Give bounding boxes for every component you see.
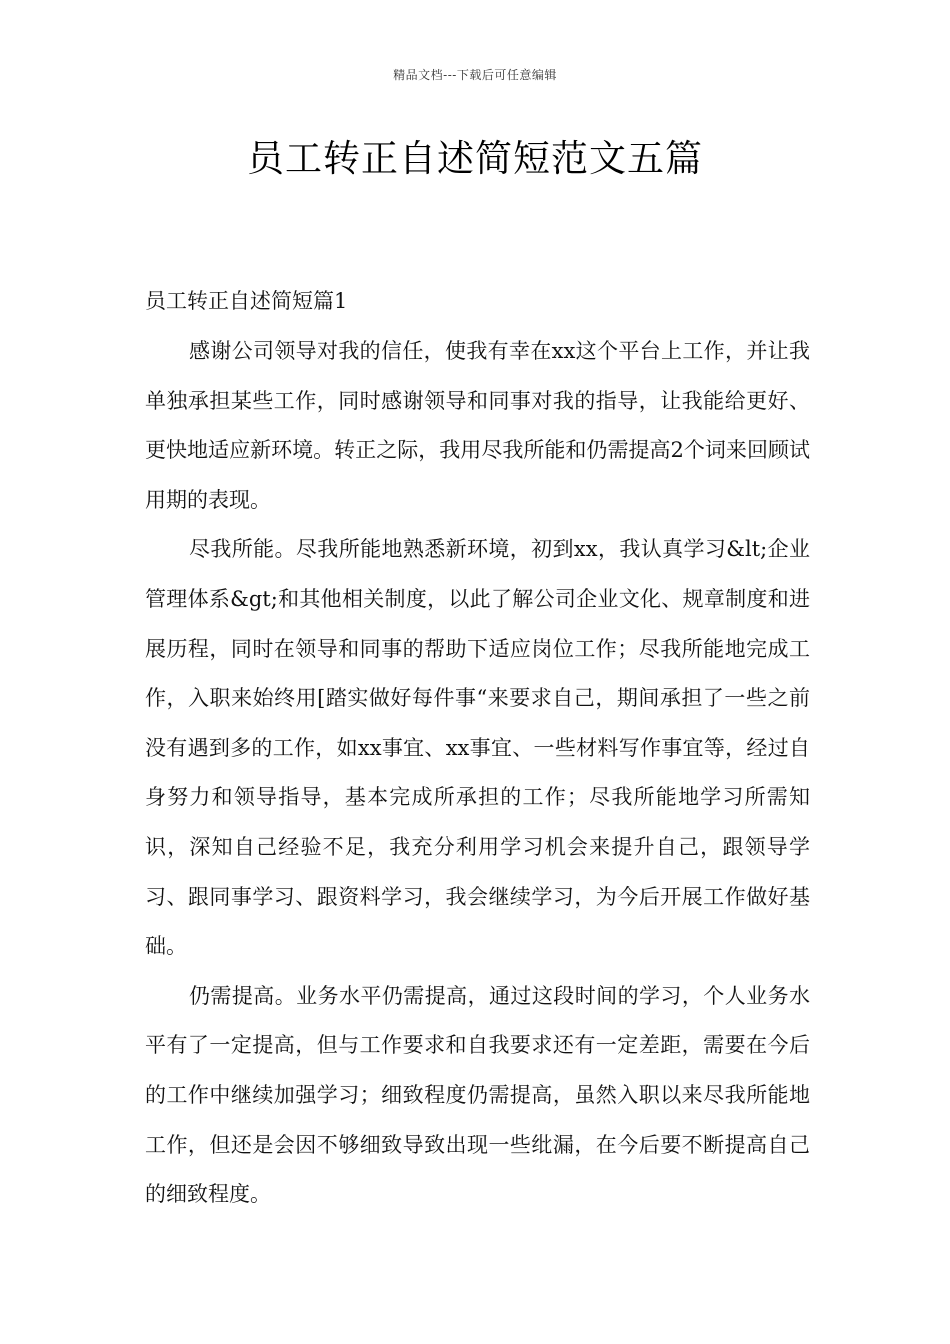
- paragraph-2: 尽我所能。尽我所能地熟悉新环境，初到xx，我认真学习&lt;企业管理体系&gt;和其他相关制度，以此了解公司企业文化、规章制度和进展历程，同时在领导和同事的帮助下适应岗位工作；尽我所能地完成工作，入职来始终用[踏实做好每件事“来要求自己，期间承担了一些之前没有遇到多的工作，如xx事宜、xx事宜、一些材料写作事宜等，经过自身努力和领导指导，基本完成所承担的工作；尽我所能地学习所需知识，深知自己经验不足，我充分利用学习机会来提升自己，跟领导学习、跟同事学习、跟资料学习，我会继续学习，为今后开展工作做好基础。: [145, 537, 810, 959]
- page-title: 员工转正自述简短范文五篇: [247, 137, 703, 180]
- paragraph-3: 仍需提高。业务水平仍需提高，通过这段时间的学习，个人业务水平有了一定提高，但与工作要求和自我要求还有一定差距，需要在今后的工作中继续加强学习；细致程度仍需提高，虽然入职以来尽我所能地工作，但还是会因不够细致导致出现一些纰漏，在今后要不断提高自己的细致程度。: [145, 983, 810, 1207]
- section-heading: 员工转正自述简短篇1: [145, 289, 348, 313]
- body-text: [145, 327, 810, 1220]
- paragraph-1: 感谢公司领导对我的信任，使我有幸在xx这个平台上工作，并让我单独承担某些工作，同时感谢领导和同事对我的指导，让我能给更好、更快地适应新环境。转正之际，我用尽我所能和仍需提高2个词来回顾试用期的表现。: [145, 339, 810, 512]
- header-note: 精品文档---下载后可任意编辑: [393, 68, 557, 82]
